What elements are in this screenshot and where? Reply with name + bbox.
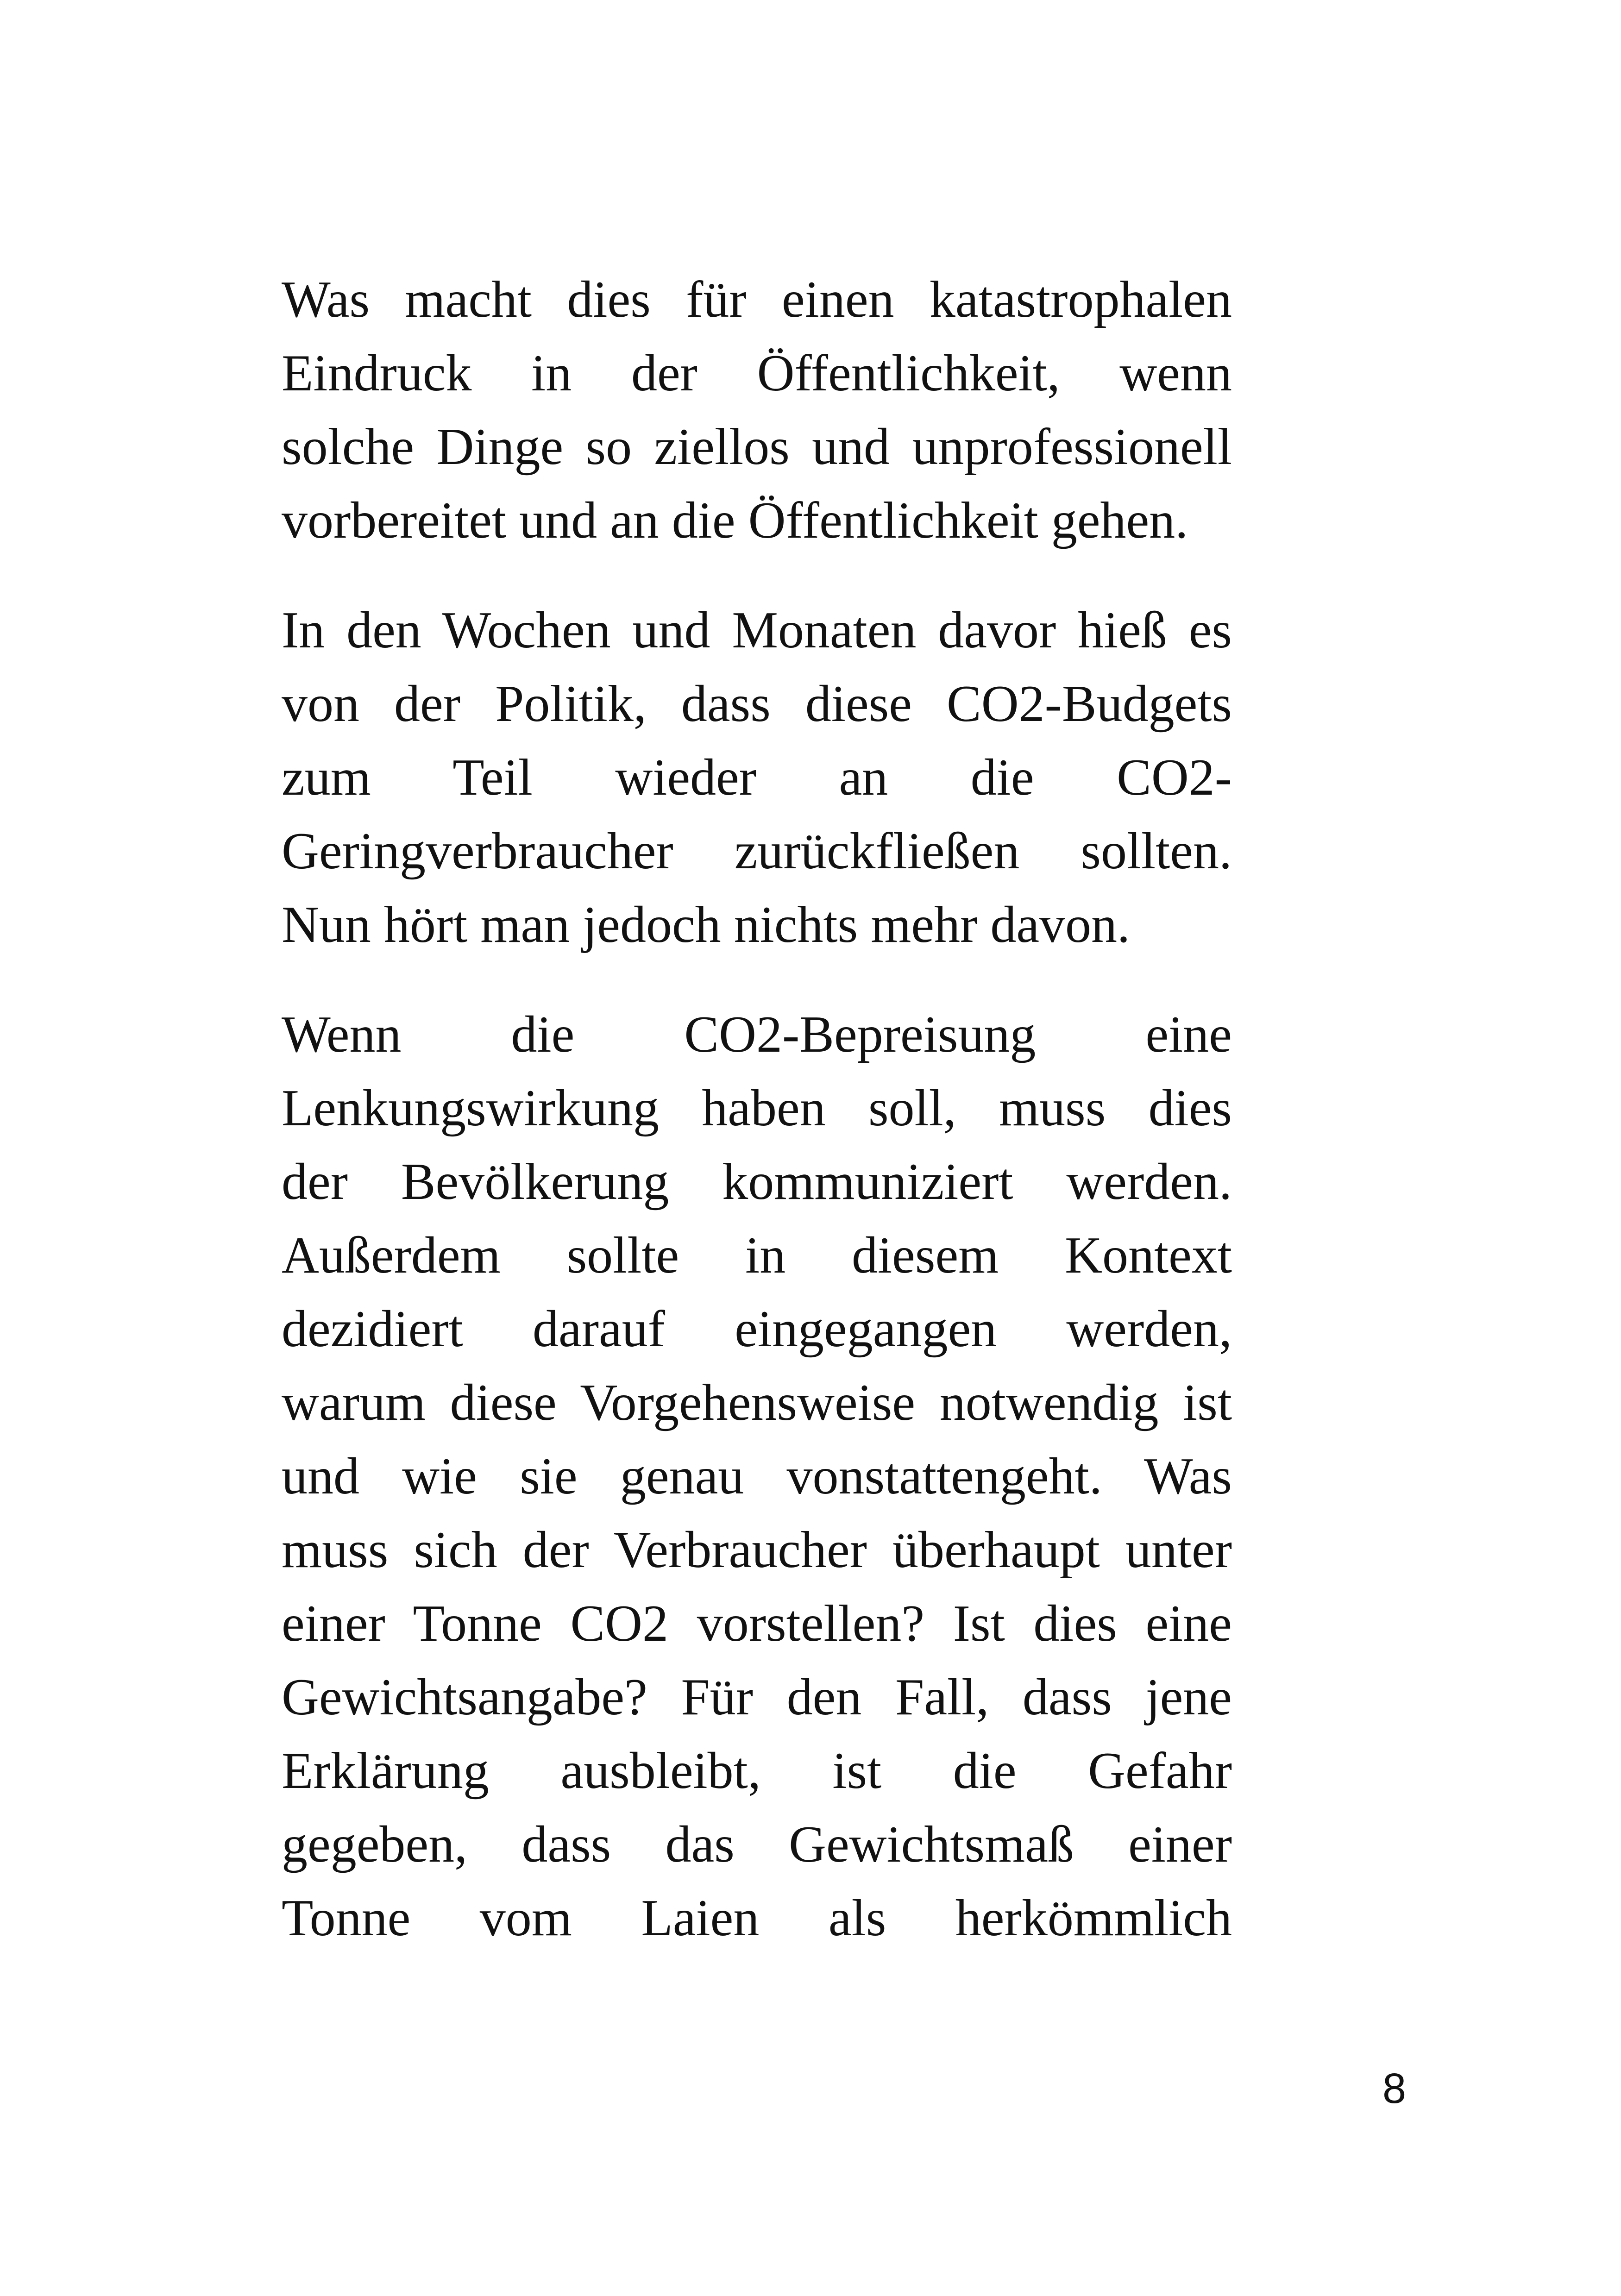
text-line: vorbereitet und an die Öffentlichkeit gehen. [282, 492, 1188, 549]
text-line: Tonne vom Laien als herkömmlich [282, 1889, 1232, 1947]
text-line: zum Teil wieder an die CO2- [282, 749, 1232, 806]
text-line: Nun hört man jedoch nichts mehr davon. [282, 896, 1131, 954]
text-line: Außerdem sollte in diesem Kontext [282, 1227, 1232, 1284]
text-line: Gewichtsangabe? Für den Fall, dass jene [282, 1669, 1232, 1726]
paragraph-3 [282, 998, 1232, 1955]
text-line: von der Politik, dass diese CO2-Budgets [282, 675, 1232, 733]
text-line: In den Wochen und Monaten davor hieß es [282, 602, 1232, 659]
paragraph-2 [282, 594, 1232, 962]
text-line: Geringverbraucher zurückfließen sollten. [282, 822, 1232, 880]
text-line: Erklärung ausbleibt, ist die Gefahr [282, 1742, 1232, 1800]
text-line: der Bevölkerung kommuniziert werden. [282, 1153, 1232, 1211]
text-line: solche Dinge so ziellos und unprofessionell [282, 418, 1232, 476]
text-line: Was macht dies für einen katastrophalen [282, 271, 1232, 328]
paragraph-1 [282, 263, 1232, 558]
page-number: 8 [1382, 2065, 1407, 2112]
body-text [282, 263, 1232, 1991]
text-line: Lenkungswirkung haben soll, muss dies [282, 1079, 1232, 1137]
text-line: warum diese Vorgehensweise notwendig ist [282, 1374, 1232, 1431]
text-line: Eindruck in der Öffentlichkeit, wenn [282, 345, 1232, 402]
text-line: und wie sie genau vonstattengeht. Was [282, 1448, 1232, 1505]
text-line: dezidiert darauf eingegangen werden, [282, 1300, 1232, 1358]
text-line: Wenn die CO2-Bepreisung eine [282, 1006, 1232, 1063]
text-line: gegeben, dass das Gewichtsmaß einer [282, 1816, 1232, 1873]
text-line: einer Tonne CO2 vorstellen? Ist dies eine [282, 1595, 1232, 1652]
text-line: muss sich der Verbraucher überhaupt unter [282, 1521, 1232, 1579]
